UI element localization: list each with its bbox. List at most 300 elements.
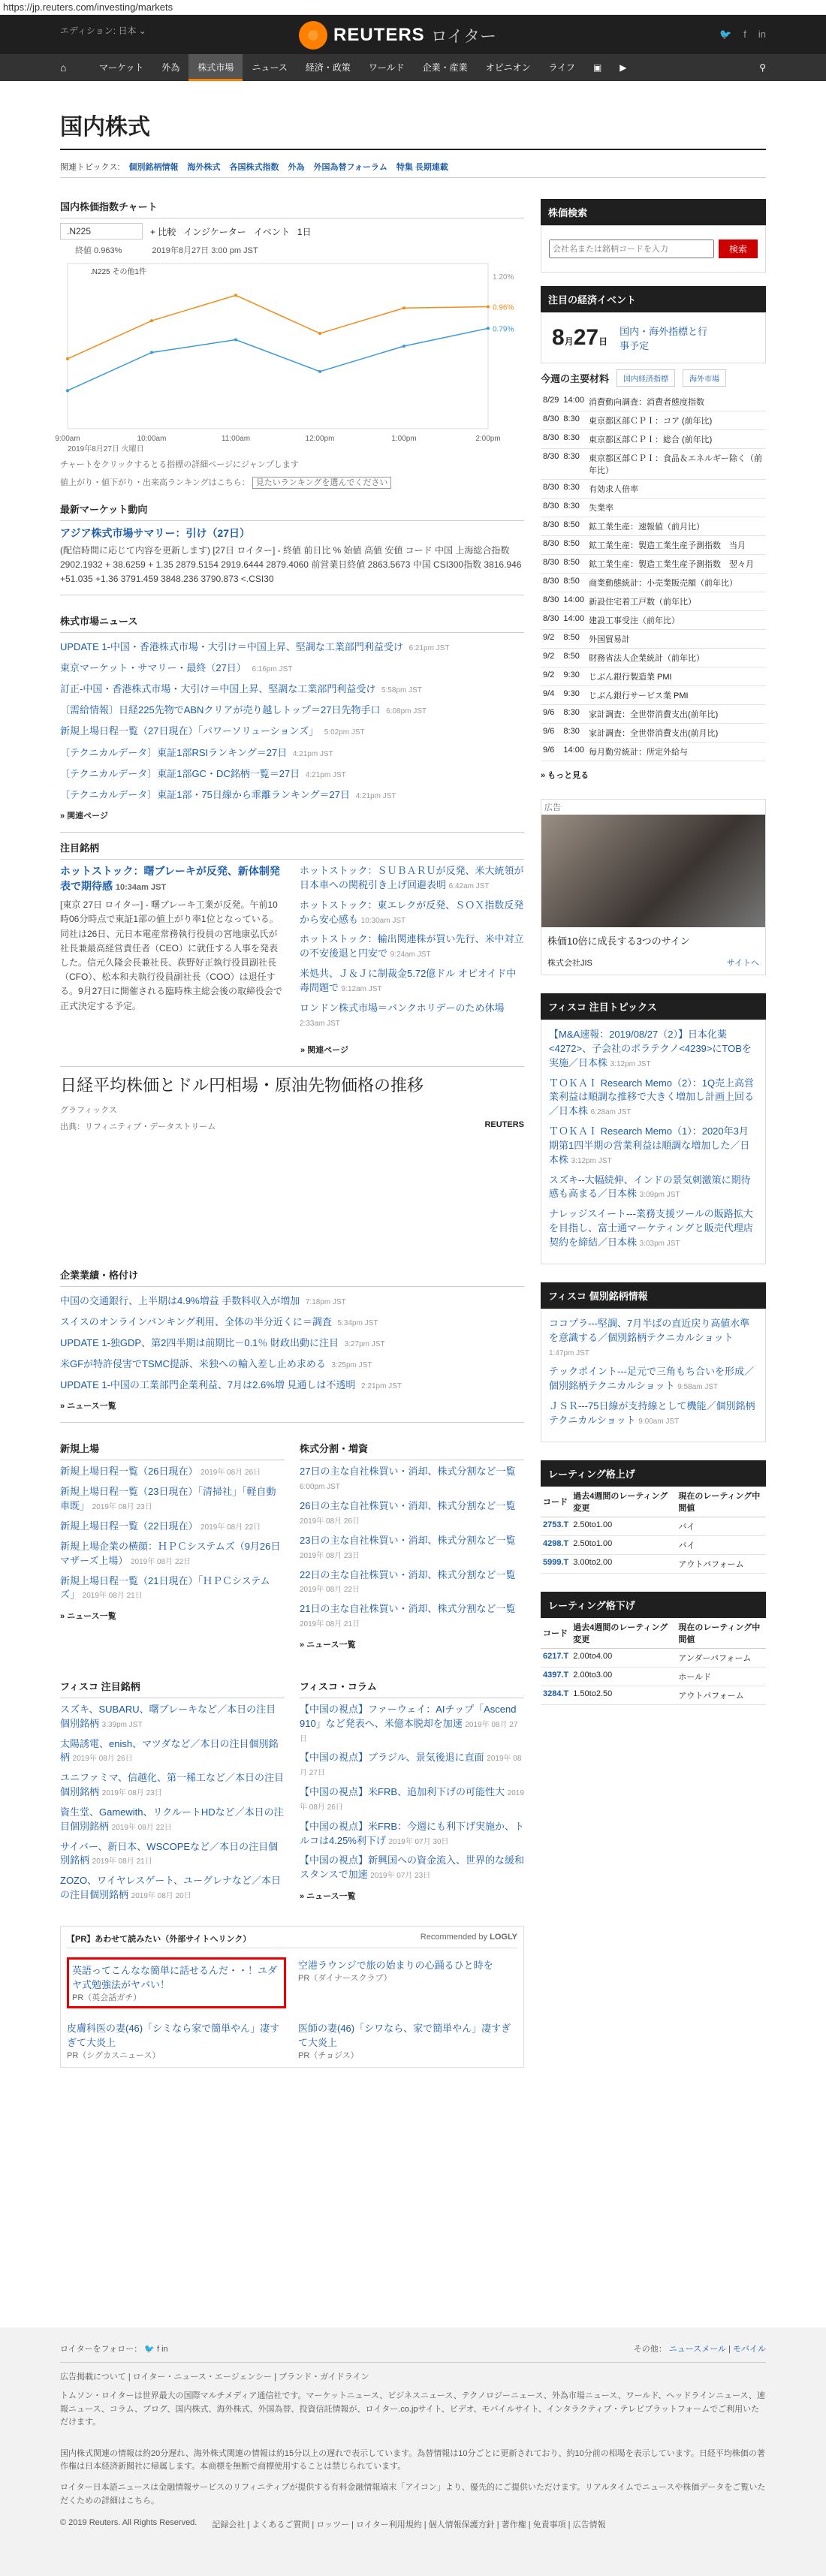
market-news-more[interactable]: » 関連ページ [60,812,108,821]
list-item-time: 4:21pm JST [355,791,396,800]
list-item-link[interactable]: ロンドン株式市場＝バンクホリデーのため休場 [300,1002,505,1014]
list-item-link[interactable]: UPDATE 1-中国・香港株式市場・大引け＝中国上昇、堅調な工業部門利益受け [60,640,403,652]
list-item[interactable] [60,1771,285,1800]
data-point [234,294,237,297]
list-item-link[interactable]: 23日の主な自社株買い・消却、株式分割など一覧 [300,1534,516,1546]
x-tick-label: 10:00am [137,435,167,443]
pr-item-link[interactable]: 医師の妻(46)「シワなら、家で簡単やん」凄すぎて大炎上 [298,2023,511,2049]
divider [60,1422,524,1423]
list-item-link[interactable]: UPDATE 1-中国の工業部門企業利益、7月は2.6%増 見通しは不透明 [60,1379,356,1391]
reuters-logo[interactable] [299,21,496,50]
topics-label: 関連トピックス: [60,163,120,172]
materials-header [541,369,766,387]
rating-row [541,1648,766,1667]
list-item[interactable] [300,1499,524,1528]
rating-code[interactable]: 2753.T [541,1517,571,1535]
earnings-more[interactable]: » ニュース一覧 [60,1402,116,1412]
list-item-time: 2:33am JST [300,1019,340,1028]
mobile-link[interactable]: モバイル [733,2345,766,2354]
list-item-time: 3:09pm JST [639,1191,680,1200]
list-item[interactable] [60,1378,524,1392]
nav-markets[interactable]: マーケット [99,62,144,73]
list-item-link[interactable]: 〔テクニカルデータ〕東証1部・75日線から乖離ランキング＝27日 [60,788,350,800]
list-item-time: 6:28am JST [590,1108,632,1117]
list-item[interactable] [549,1399,758,1428]
address-bar[interactable]: https://jp.reuters.com/investing/markets [0,0,826,15]
list-item-link[interactable]: 新規上場日程一覧（26日現在） [60,1466,198,1478]
list-item-time: 7:18pm JST [305,1297,346,1306]
event-row [541,536,766,555]
linkedin-icon[interactable]: in [161,2345,168,2354]
data-point [66,389,69,392]
list-item[interactable] [60,704,524,717]
list-item-link[interactable]: 新規上場企業の横顔：ＨＰＣシステムズ（9月26日マザーズ上場） [60,1540,281,1566]
newsletter-link[interactable]: ニュースメール [668,2345,727,2354]
topic-link[interactable]: 海外株式 [187,163,221,172]
rating-code[interactable]: 6217.T [541,1648,571,1667]
edition-selector[interactable]: エディション: 日本 ⌄ [60,26,146,36]
footer-links[interactable]: 広告掲載について | ロイター・ニュース・エージェンシー | ブランド・ガイドライン [60,2373,369,2382]
nav-news[interactable]: ニュース [252,62,288,73]
event-time: 8:50 [561,574,586,592]
graphic-source: 出典：リフィニティブ・データストリーム [60,1122,216,1131]
list-item-link[interactable]: 〔需給情報〕日経225先物でABNクリアが売り越しトップ＝27日先物手口 [60,704,381,716]
list-item[interactable] [300,967,524,996]
x-tick-label: 1:00pm [391,435,417,443]
data-point [234,339,237,342]
list-item[interactable] [300,1703,524,1746]
chart-time: 2019年8月27日 3:00 pm JST [152,246,258,255]
list-item[interactable] [549,1028,758,1071]
list-item[interactable] [60,640,524,654]
chart-close: 終値 0.963% [75,246,122,255]
rating-row [541,1517,766,1535]
list-item-link[interactable]: UPDATE 1-独GDP、第2四半期は前期比－0.1％ 財政出動に注目 [60,1336,339,1348]
list-item-link[interactable]: 中国の交通銀行、上半期は4.9%増益 手数料収入が増加 [60,1294,300,1306]
sidebar [541,199,766,2068]
list-item[interactable] [300,1002,524,1030]
attention-more[interactable]: » 関連ページ [300,1045,348,1055]
list-item[interactable] [549,1317,758,1360]
list-item[interactable] [60,1520,285,1534]
ad-image [541,815,765,927]
list-item[interactable] [60,1315,524,1329]
list-item-link[interactable]: テックポイント---足元で三角もち合いを形成／個別銘柄テクニカルショット [549,1366,754,1392]
home-icon[interactable]: ⌂ [60,62,67,74]
compare-button[interactable]: + 比較 [150,226,176,237]
list-item[interactable] [60,746,524,760]
ipo-more[interactable]: » ニュース一覧 [60,1612,116,1622]
twitter-icon[interactable]: 🐦 [144,2345,155,2354]
nav-stocks[interactable]: 株式市場 [188,54,243,81]
list-item-link[interactable]: スズキ、SUBARU、曙ブレーキなど／本日の注目個別銘柄 [60,1703,276,1729]
list-item-link[interactable]: 【M&A速報：2019/08/27（2）】日本化薬<4272>、子会社のポラテクノ<4239>にTOBを実施／日本株 [549,1029,752,1068]
event-row [541,555,766,574]
event-button[interactable]: イベント [253,226,290,237]
footer-top [60,2343,766,2363]
ad-label: 広告 [544,803,561,812]
list-item-link[interactable]: 太陽誘電、enish、マツダなど／本日の注目個別銘柄 [60,1737,279,1764]
event-time: 14:00 [561,592,586,611]
event-time: 8:50 [561,536,586,555]
list-item-link[interactable]: 東京マーケット・サマリー・最終（27日） [60,661,246,673]
list-item-time: 5:02pm JST [324,728,365,737]
list-item-link[interactable]: 〔テクニカルデータ〕東証1部RSIランキング＝27日 [60,746,288,758]
rating-col: コード [541,1618,571,1649]
data-point [318,370,321,373]
list-item-link[interactable]: 27日の主な自社株買い・消却、株式分割など一覧 [300,1466,516,1478]
event-row [541,449,766,480]
event-date: 9/6 [541,705,561,724]
event-name: 鉱工業生産：速報値（前月比） [586,517,766,536]
event-name: 消費動向調査：消費者態度指数 [586,393,766,411]
calendar-date [541,312,766,363]
x-tick-label: 9:00am [55,435,80,443]
event-row [541,611,766,630]
fisco-row [60,1679,524,1912]
event-row [541,517,766,536]
list-item-link[interactable]: ホットストック：ＳＵＢＡＲＵが反発、米大統領が日本車への関税引き上げ回避表明 [300,865,524,890]
list-item-link[interactable]: 訂正-中国・香港株式市場・大引け＝中国上昇、堅調な工業部門利益受け [60,682,376,694]
event-time: 8:50 [561,630,586,649]
event-date: 9/6 [541,724,561,743]
event-row [541,667,766,686]
list-item-link[interactable]: 資生堂、Gamewith、リクルートHDなど／本日の注目個別銘柄 [60,1806,284,1832]
list-item[interactable] [60,1336,524,1350]
event-row [541,592,766,611]
event-name: 鉱工業生産：製造工業生産予測指数 翌々月 [586,555,766,574]
list-item-link[interactable]: 新規上場日程一覧（22日現在） [60,1520,198,1532]
list-item[interactable] [60,767,524,781]
nav-forex[interactable]: 外為 [161,62,180,73]
list-item-link[interactable]: スイスのオンラインバンキング利用、全体の半分近くに＝調査 [60,1315,332,1327]
list-item-link[interactable]: 米処共、Ｊ＆Ｊに制裁金5.72億ドル オピオイド中毒問題で [300,968,517,993]
stock-search-input[interactable] [549,240,714,258]
list-item-link[interactable]: 米GFが特許侵害でTSMC提訴、米独への輸入差し止め求める [60,1358,326,1370]
linkedin-icon[interactable]: in [758,29,766,40]
pr-item-source: PR（英会話ガチ） [72,1993,142,2003]
logo-mark-icon [299,21,327,50]
list-item[interactable] [300,1751,524,1779]
split-more[interactable]: » ニュース一覧 [300,1640,356,1650]
list-item-link[interactable]: 【中国の視点】新興国への資金流入、世界的な緩和スタンスで加速 [300,1854,525,1881]
list-item[interactable] [549,1207,758,1250]
list-item[interactable] [300,899,524,927]
list-item-time: 10:30am JST [360,916,406,925]
attention-list [300,864,524,1035]
list-item-time: 2019年 08月 22日 [111,1823,172,1832]
event-date: 9/2 [541,649,561,667]
pr-item-link[interactable]: 皮膚科医の妻(46)「シミなら家で簡単やん」凄すぎて大炎上 [67,2023,280,2049]
event-date: 8/30 [541,611,561,630]
list-item-time: 2019年 08月 22日 [200,1523,261,1532]
graphic-image: グラフィックス [60,1105,118,1115]
pr-heading: 【PR】あわせて読みたい（外部サイトへリンク） [67,1935,252,1945]
footer-other: その他： ニュースメール | モバイル [633,2345,766,2354]
list-item-link[interactable]: 新規上場日程一覧（27日現在）「パワーソリューションズ」 [60,725,319,737]
list-item-link[interactable]: 【中国の視点】米FRB：今週にも利下げ実施か、トルコは4.25%利下げ [300,1820,525,1846]
pr-rec-label: Recommended by [420,1933,488,1942]
nav-opinion[interactable]: オピニオン [485,62,531,73]
event-date: 8/30 [541,411,561,430]
stock-search-button[interactable]: 検索 [719,240,758,258]
list-item-time: 6:00pm JST [300,1483,340,1492]
pr-item-link[interactable]: 空港ラウンジで旅の始まりの心踊るひと時を [298,1960,493,1972]
site-footer [0,2327,826,2576]
ipo-split-row [60,1441,524,1660]
list-item[interactable] [300,1568,524,1597]
pr-rec-brand: LOGLY [490,1933,517,1942]
event-date: 8/30 [541,499,561,517]
rating-code[interactable]: 5999.T [541,1554,571,1573]
twitter-icon[interactable]: 🐦 [719,29,732,40]
nav-life[interactable]: ライフ [548,62,575,73]
facebook-icon[interactable]: f [743,29,746,40]
list-item[interactable] [60,682,524,696]
event-date: 8/30 [541,517,561,536]
event-date: 8/30 [541,536,561,555]
list-item-link[interactable]: 【中国の視点】ファーウェイ：AIチップ「Ascend 910」など発表へ、米億本脱却を加速 [300,1703,517,1729]
list-item[interactable] [300,1534,524,1562]
event-name: 東京都区部ＣＰＩ：食品＆エネルギー除く（前年比） [586,449,766,480]
list-item[interactable] [300,1465,524,1493]
nav-business[interactable]: 企業・産業 [422,62,468,73]
list-item-time: 2019年 08月 23日 [300,1551,360,1560]
pr-item-link[interactable]: 英語ってこんなな簡単に話せるんだ・・！ユダヤ式勉強法がヤバい！ [72,1965,278,1991]
period-button[interactable]: 1日 [297,226,312,237]
facebook-icon[interactable]: f [156,2345,160,2354]
pr-item-source: PR（ダイナースクラブ） [298,1974,392,1984]
rating-header [541,1618,766,1649]
x-tick-label: 2:00pm [475,435,501,443]
fisco-attn-heading: フィスコ 注目銘柄 [60,1679,285,1698]
site-header [0,15,826,54]
data-point [487,306,490,309]
list-item-time: 4:21pm JST [305,770,346,779]
list-item-link[interactable]: 新規上場日程一覧（23日現在）「清掃社」「軽自動車既」 [60,1486,276,1512]
event-time: 8:50 [561,649,586,667]
pr-item[interactable] [67,2020,286,2061]
list-item-link[interactable]: 21日の主な自社株買い・消却、株式分割など一覧 [300,1603,516,1615]
list-item-link[interactable]: ＪＳＲ---75日線が支持線として機能／個別銘柄テクニカルショット [549,1400,755,1426]
rating-code[interactable]: 3284.T [541,1686,571,1704]
list-item[interactable] [60,1574,285,1603]
event-name: 東京都区部ＣＰＩ：コア (前年比) [586,411,766,430]
list-item-link[interactable]: ZOZO、ワイヤレスゲート、ユーグレナなど／本日の注目個別銘柄 [60,1875,282,1901]
event-time: 8:30 [561,705,586,724]
symbol-input[interactable]: .N225 [60,223,143,240]
list-item[interactable] [300,864,524,893]
tab-domestic[interactable]: 国内経済指標 [616,369,675,387]
graphic-reuters-logo: REUTERS [484,1119,524,1129]
indicator-button[interactable]: インジケーター [183,226,246,237]
event-date: 8/30 [541,555,561,574]
list-item-link[interactable]: 【中国の視点】ブラジル、景気後退に直面 [300,1752,484,1764]
event-time: 8:30 [561,499,586,517]
list-item-link[interactable]: ホットストック：輸出関連株が買い先行、米中対立の不安後退と円安で [300,933,524,960]
pr-item[interactable] [298,1957,517,2008]
rating-code[interactable]: 4298.T [541,1535,571,1554]
list-item[interactable] [300,1820,524,1848]
list-item[interactable] [60,1703,285,1731]
list-item[interactable] [60,725,524,738]
y-value-label: 0.96% [493,303,514,312]
event-row [541,480,766,499]
list-item-time: 5:58pm JST [381,685,422,694]
stock-search-heading: 株価検索 [541,199,766,225]
event-name: 家計調査：全世帯消費支出(前月比) [586,724,766,743]
fisco-topics-list [541,1020,766,1264]
pr-item[interactable] [298,2020,517,2061]
topic-link[interactable]: 外為 [288,163,305,172]
list-item-time: 9:24am JST [390,951,431,960]
rating-current: アンダーパフォーム [676,1648,766,1667]
list-item-link[interactable]: ＴＯＫＡＩ Research Memo（2）：1Q売上高営業利益は順調な推移で大きく増加し計画上回る／日本株 [549,1077,755,1117]
calendar-day [552,325,607,351]
rating-change: 2.00to3.00 [571,1667,676,1686]
event-date: 8/30 [541,430,561,449]
list-item-time: 2019年 08月 22日 [130,1557,191,1566]
rating-change: 2.50to1.00 [571,1517,676,1535]
list-item-time: 2019年 08月 26日 [300,1517,360,1526]
list-item-time: 6:16pm JST [252,664,293,673]
event-time: 8:30 [561,724,586,743]
list-item-time: 2:21pm JST [361,1382,402,1391]
list-item-link[interactable]: 【中国の視点】米FRB、追加利下げの可能性大 [300,1786,505,1798]
upgrade-table [541,1487,766,1574]
video-icon[interactable]: ▶ [620,62,627,73]
pr-item-source: PR（シグカスニュース） [67,2051,161,2061]
event-name: 毎月勤労統計：所定外給与 [586,743,766,761]
list-item-link[interactable]: ココプラ---堅調、7月半ばの直近戻り高値水準を意識する／個別銘柄テクニカルショット [549,1317,750,1343]
event-time: 9:30 [561,686,586,705]
events-table [541,393,766,761]
list-item-time: 2019年 08月 20日 [131,1892,191,1901]
list-item-link[interactable]: 26日の主な自社株買い・消却、株式分割など一覧 [300,1500,516,1512]
list-item-time: 3:27pm JST [344,1339,385,1348]
search-icon[interactable]: ⚲ [759,62,766,73]
event-time: 8:30 [561,449,586,480]
event-name: 鉱工業生産：製造工業生産予測指数 当月 [586,536,766,555]
list-item[interactable] [300,1602,524,1631]
list-item[interactable] [549,1125,758,1167]
list-item[interactable] [60,661,524,675]
list-item[interactable] [60,1806,285,1834]
rating-code[interactable]: 4397.T [541,1667,571,1686]
list-item[interactable] [60,1840,285,1869]
tab-overseas[interactable]: 海外市場 [683,369,726,387]
y-value-label: 1.20% [493,273,514,282]
list-item[interactable] [549,1077,758,1119]
footer-links-bottom[interactable]: 記録会社 | よくあるご質問 | ロッツー | ロイター利用規約 | 個人情報保護方針 | 著作権 | 免責事項 | 広告情報 [212,2520,606,2530]
list-item[interactable] [60,788,524,802]
social-links [719,29,766,41]
list-item-time: 3:03pm JST [639,1239,680,1248]
list-item[interactable] [60,1485,285,1514]
ad-site-link[interactable]: サイトへ [726,959,759,968]
list-item-time: 9:00am JST [638,1417,680,1426]
topic-link[interactable]: 特集 長期連載 [396,163,448,172]
list-item-link[interactable]: ＴＯＫＡＩ Research Memo（1）：2020年3月期第1四半期の営業利益は順調な増加した／日本株 [549,1125,750,1165]
data-point [402,306,405,309]
topic-link[interactable]: 各国株式指数 [229,163,279,172]
graphic-title[interactable]: 日経平均株価とドル円相場・原油先物価格の推移 [60,1066,524,1096]
list-item-link[interactable]: ナレッジスイート---業務支援ツールの販路拡大を目指し、富士通マーケティングと販売代理店契約を締結／日本株 [549,1208,753,1248]
list-item[interactable] [549,1174,758,1202]
latest-heading: 最新マーケット動向 [60,502,524,521]
list-item[interactable] [60,1294,524,1308]
list-item-link[interactable]: サイバー、新日本、WSCOPEなど／本日の注目個別銘柄 [60,1840,279,1866]
rating-row [541,1667,766,1686]
list-item-time: 2019年 08月 21日 [82,1592,143,1601]
fisco-attn-list [60,1703,285,1903]
camera-icon[interactable]: ▣ [592,62,602,73]
ad-box[interactable] [541,799,766,975]
attention-main-title[interactable] [60,864,285,893]
event-row [541,430,766,449]
event-date: 8/30 [541,449,561,480]
pr-item[interactable] [67,1957,286,2008]
calendar-month-unit: 月 [564,336,574,347]
data-point [318,332,321,335]
nav-world[interactable]: ワールド [368,62,405,73]
page-title: 国内株式 [60,115,150,140]
footer-follow [60,2343,168,2355]
list-item[interactable] [60,1540,285,1568]
ipo-heading: 新規上場 [60,1441,285,1460]
list-item-link[interactable]: 22日の主な自社株買い・消却、株式分割など一覧 [300,1568,516,1580]
calendar-link[interactable]: 国内・海外指標と行事予定 [620,326,708,351]
list-item[interactable] [300,1785,524,1814]
list-item[interactable] [549,1365,758,1393]
index-chart[interactable] [55,256,524,453]
ranking-label: 値上がり・値下がり・出来高ランキングはこちら： [60,478,250,487]
event-date: 9/2 [541,630,561,649]
ranking-select[interactable]: 見たいランキングを選んでください [252,477,392,489]
list-item[interactable] [60,1874,285,1903]
topic-link[interactable]: 個別銘柄情報 [128,163,179,172]
rating-header [541,1487,766,1517]
list-item-link[interactable]: ホットストック：東エレクが反発、ＳＯＸ指数反発から安心感も [300,899,524,925]
list-item-link[interactable]: ユニファミマ、信越化、第一稀工など／本日の注目個別銘柄 [60,1772,284,1798]
event-time: 8:30 [561,430,586,449]
footer-about: トムソン・ロイターは世界最大の国際マルチメディア通信社です。マーケットニュース、ビジネスニュース、テクノロジーニュース、外為市場ニュース、ワールド、ヘッドラインニュース、速報ニュース、コラム、ブログ、国内株式、海外株式、外国為替、投資信託情報が、ロイター.co.jpサイト、ビデオ、モバイルサイト、インタラクティブ・テレビプラットフォームでご利用いただけます。 [60,2391,765,2427]
list-item[interactable] [300,932,524,961]
list-item[interactable] [60,1465,285,1479]
latest-title[interactable]: アジア株式市場サマリー：引け（27日） [60,527,251,539]
fisco-column-heading: フィスコ・コラム [300,1679,524,1698]
fisco-column-more[interactable]: » ニュース一覧 [300,1892,356,1902]
list-item[interactable] [60,1357,524,1371]
list-item[interactable] [300,1854,524,1882]
calendar-day-unit: 日 [598,336,608,347]
rating-change: 3.00to2.00 [571,1554,676,1573]
topic-link[interactable]: 外国為替フォーラム [313,163,387,172]
list-item-time: 4:21pm JST [292,749,333,758]
list-item-link[interactable]: 新規上場日程一覧（21日現在）「ＨＰＣシステムズ」 [60,1574,270,1601]
list-item-link[interactable]: 〔テクニカルデータ〕東証1部GC・DC銘柄一覧＝27日 [60,767,300,779]
nav-economy[interactable]: 経済・政策 [305,62,351,73]
pr-item-source: PR（チョジス） [298,2051,359,2061]
ad-footer [541,954,765,975]
fisco-stock-list [541,1309,766,1442]
ranking-row [60,476,524,488]
rating-col: 過去4週間のレーティング変更 [571,1487,676,1517]
list-item[interactable] [60,1737,285,1766]
events-more[interactable]: » もっと見る [541,771,589,780]
event-time: 8:50 [561,555,586,574]
list-item-link[interactable]: スズキ--大幅続伸、インドの景気刺激策に期待感も高まる／日本株 [549,1174,751,1200]
